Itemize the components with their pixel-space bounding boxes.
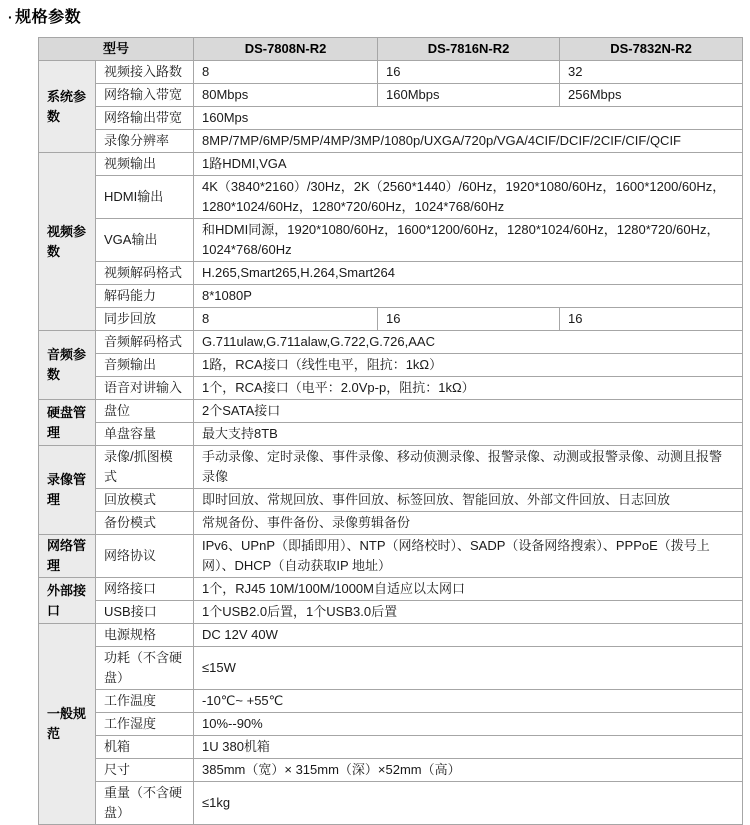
spec-row bbox=[39, 647, 743, 690]
group-cell: 录像管理 bbox=[39, 446, 96, 535]
spec-row bbox=[39, 354, 743, 377]
page-title-text: 规格参数 bbox=[15, 9, 82, 26]
spec-label-cell: 功耗（不含硬盘） bbox=[96, 647, 194, 690]
spec-label-cell: 备份模式 bbox=[96, 512, 194, 535]
spec-row bbox=[39, 153, 743, 176]
model-header-2: DS-7816N-R2 bbox=[378, 38, 560, 61]
spec-row bbox=[39, 423, 743, 446]
spec-value-cell: 2个SATA接口 bbox=[194, 400, 743, 423]
spec-row bbox=[39, 400, 743, 423]
spec-table-body bbox=[39, 61, 743, 825]
group-cell: 硬盘管理 bbox=[39, 400, 96, 446]
spec-row bbox=[39, 61, 743, 84]
spec-row bbox=[39, 84, 743, 107]
spec-value-cell: 1U 380机箱 bbox=[194, 736, 743, 759]
spec-value-cell: 常规备份、事件备份、录像剪辑备份 bbox=[194, 512, 743, 535]
spec-value-cell: 1个，RCA接口（电平：2.0Vp-p，阻抗：1kΩ） bbox=[194, 377, 743, 400]
spec-value-cell: 10%--90% bbox=[194, 713, 743, 736]
spec-row bbox=[39, 601, 743, 624]
spec-label-cell: 尺寸 bbox=[96, 759, 194, 782]
spec-row bbox=[39, 446, 743, 489]
spec-table bbox=[38, 37, 743, 825]
spec-row bbox=[39, 782, 743, 825]
spec-value-cell: 4K（3840*2160）/30Hz，2K（2560*1440）/60Hz，1920*1080/60Hz，1600*1200/60Hz，1280*1024/60Hz，1280*720/60Hz，1024*768/60Hz bbox=[194, 176, 743, 219]
group-cell: 视频参数 bbox=[39, 153, 96, 331]
spec-label-cell: HDMI输出 bbox=[96, 176, 194, 219]
spec-row bbox=[39, 377, 743, 400]
group-cell: 一般规范 bbox=[39, 624, 96, 825]
spec-value-cell: 16 bbox=[378, 61, 560, 84]
spec-value-cell: 8 bbox=[194, 61, 378, 84]
spec-value-cell: 16 bbox=[378, 308, 560, 331]
spec-label-cell: 盘位 bbox=[96, 400, 194, 423]
spec-label-cell: 网络接口 bbox=[96, 578, 194, 601]
spec-value-cell: 256Mbps bbox=[560, 84, 743, 107]
group-cell: 外部接口 bbox=[39, 578, 96, 624]
spec-label-cell: 网络输入带宽 bbox=[96, 84, 194, 107]
spec-row bbox=[39, 262, 743, 285]
spec-label-cell: 视频接入路数 bbox=[96, 61, 194, 84]
spec-row bbox=[39, 578, 743, 601]
spec-value-cell: 1个USB2.0后置，1个USB3.0后置 bbox=[194, 601, 743, 624]
spec-value-cell: IPv6、UPnP（即插即用）、NTP（网络校时）、SADP（设备网络搜索）、PPPoE（拨号上网）、DHCP（自动获取IP 地址） bbox=[194, 535, 743, 578]
spec-row bbox=[39, 219, 743, 262]
spec-label-cell: 网络输出带宽 bbox=[96, 107, 194, 130]
spec-row bbox=[39, 535, 743, 578]
spec-label-cell: 重量（不含硬盘） bbox=[96, 782, 194, 825]
spec-row bbox=[39, 713, 743, 736]
spec-value-cell: -10℃~ +55℃ bbox=[194, 690, 743, 713]
spec-value-cell: 手动录像、定时录像、事件录像、移动侦测录像、报警录像、动测或报警录像、动测且报警录像 bbox=[194, 446, 743, 489]
spec-value-cell: 最大支持8TB bbox=[194, 423, 743, 446]
spec-value-cell: ≤15W bbox=[194, 647, 743, 690]
spec-label-cell: 同步回放 bbox=[96, 308, 194, 331]
spec-label-cell: 回放模式 bbox=[96, 489, 194, 512]
spec-label-cell: 单盘容量 bbox=[96, 423, 194, 446]
spec-row bbox=[39, 130, 743, 153]
spec-label-cell: 网络协议 bbox=[96, 535, 194, 578]
spec-value-cell: ≤1kg bbox=[194, 782, 743, 825]
table-header-row bbox=[39, 38, 743, 61]
spec-label-cell: 工作湿度 bbox=[96, 713, 194, 736]
spec-value-cell: 1路，RCA接口（线性电平，阻抗：1kΩ） bbox=[194, 354, 743, 377]
spec-row bbox=[39, 308, 743, 331]
spec-value-cell: 32 bbox=[560, 61, 743, 84]
spec-value-cell: 8 bbox=[194, 308, 378, 331]
spec-value-cell: 80Mbps bbox=[194, 84, 378, 107]
spec-value-cell: 即时回放、常规回放、事件回放、标签回放、智能回放、外部文件回放、日志回放 bbox=[194, 489, 743, 512]
spec-value-cell: 160Mps bbox=[194, 107, 743, 130]
spec-value-cell: 160Mbps bbox=[378, 84, 560, 107]
model-column-header: 型号 bbox=[39, 38, 194, 61]
spec-label-cell: 录像/抓图模式 bbox=[96, 446, 194, 489]
spec-row bbox=[39, 489, 743, 512]
spec-value-cell: 16 bbox=[560, 308, 743, 331]
group-cell: 系统参数 bbox=[39, 61, 96, 153]
spec-row bbox=[39, 107, 743, 130]
spec-row bbox=[39, 690, 743, 713]
model-header-1: DS-7808N-R2 bbox=[194, 38, 378, 61]
group-cell: 网络管理 bbox=[39, 535, 96, 578]
spec-row bbox=[39, 512, 743, 535]
group-cell: 音频参数 bbox=[39, 331, 96, 400]
spec-label-cell: USB接口 bbox=[96, 601, 194, 624]
spec-value-cell: H.265,Smart265,H.264,Smart264 bbox=[194, 262, 743, 285]
spec-value-cell: 8MP/7MP/6MP/5MP/4MP/3MP/1080p/UXGA/720p/VGA/4CIF/DCIF/2CIF/CIF/QCIF bbox=[194, 130, 743, 153]
spec-value-cell: 385mm（宽）× 315mm（深）×52mm（高） bbox=[194, 759, 743, 782]
spec-label-cell: 解码能力 bbox=[96, 285, 194, 308]
spec-row bbox=[39, 285, 743, 308]
spec-label-cell: 视频输出 bbox=[96, 153, 194, 176]
spec-label-cell: 电源规格 bbox=[96, 624, 194, 647]
spec-label-cell: 音频输出 bbox=[96, 354, 194, 377]
spec-row bbox=[39, 759, 743, 782]
spec-value-cell: 8*1080P bbox=[194, 285, 743, 308]
spec-label-cell: 录像分辨率 bbox=[96, 130, 194, 153]
spec-label-cell: 语音对讲输入 bbox=[96, 377, 194, 400]
spec-row bbox=[39, 736, 743, 759]
spec-label-cell: 工作温度 bbox=[96, 690, 194, 713]
spec-label-cell: 视频解码格式 bbox=[96, 262, 194, 285]
spec-value-cell: DC 12V 40W bbox=[194, 624, 743, 647]
spec-value-cell: 1个，RJ45 10M/100M/1000M自适应以太网口 bbox=[194, 578, 743, 601]
spec-row bbox=[39, 624, 743, 647]
page-title bbox=[8, 7, 742, 28]
title-bullet-icon: · bbox=[8, 9, 14, 25]
spec-value-cell: G.711ulaw,G.711alaw,G.722,G.726,AAC bbox=[194, 331, 743, 354]
spec-label-cell: 音频解码格式 bbox=[96, 331, 194, 354]
model-header-3: DS-7832N-R2 bbox=[560, 38, 743, 61]
spec-value-cell: 1路HDMI,VGA bbox=[194, 153, 743, 176]
spec-row bbox=[39, 331, 743, 354]
spec-value-cell: 和HDMI同源，1920*1080/60Hz，1600*1200/60Hz，1280*1024/60Hz，1280*720/60Hz，1024*768/60Hz bbox=[194, 219, 743, 262]
spec-row bbox=[39, 176, 743, 219]
spec-label-cell: 机箱 bbox=[96, 736, 194, 759]
spec-label-cell: VGA输出 bbox=[96, 219, 194, 262]
